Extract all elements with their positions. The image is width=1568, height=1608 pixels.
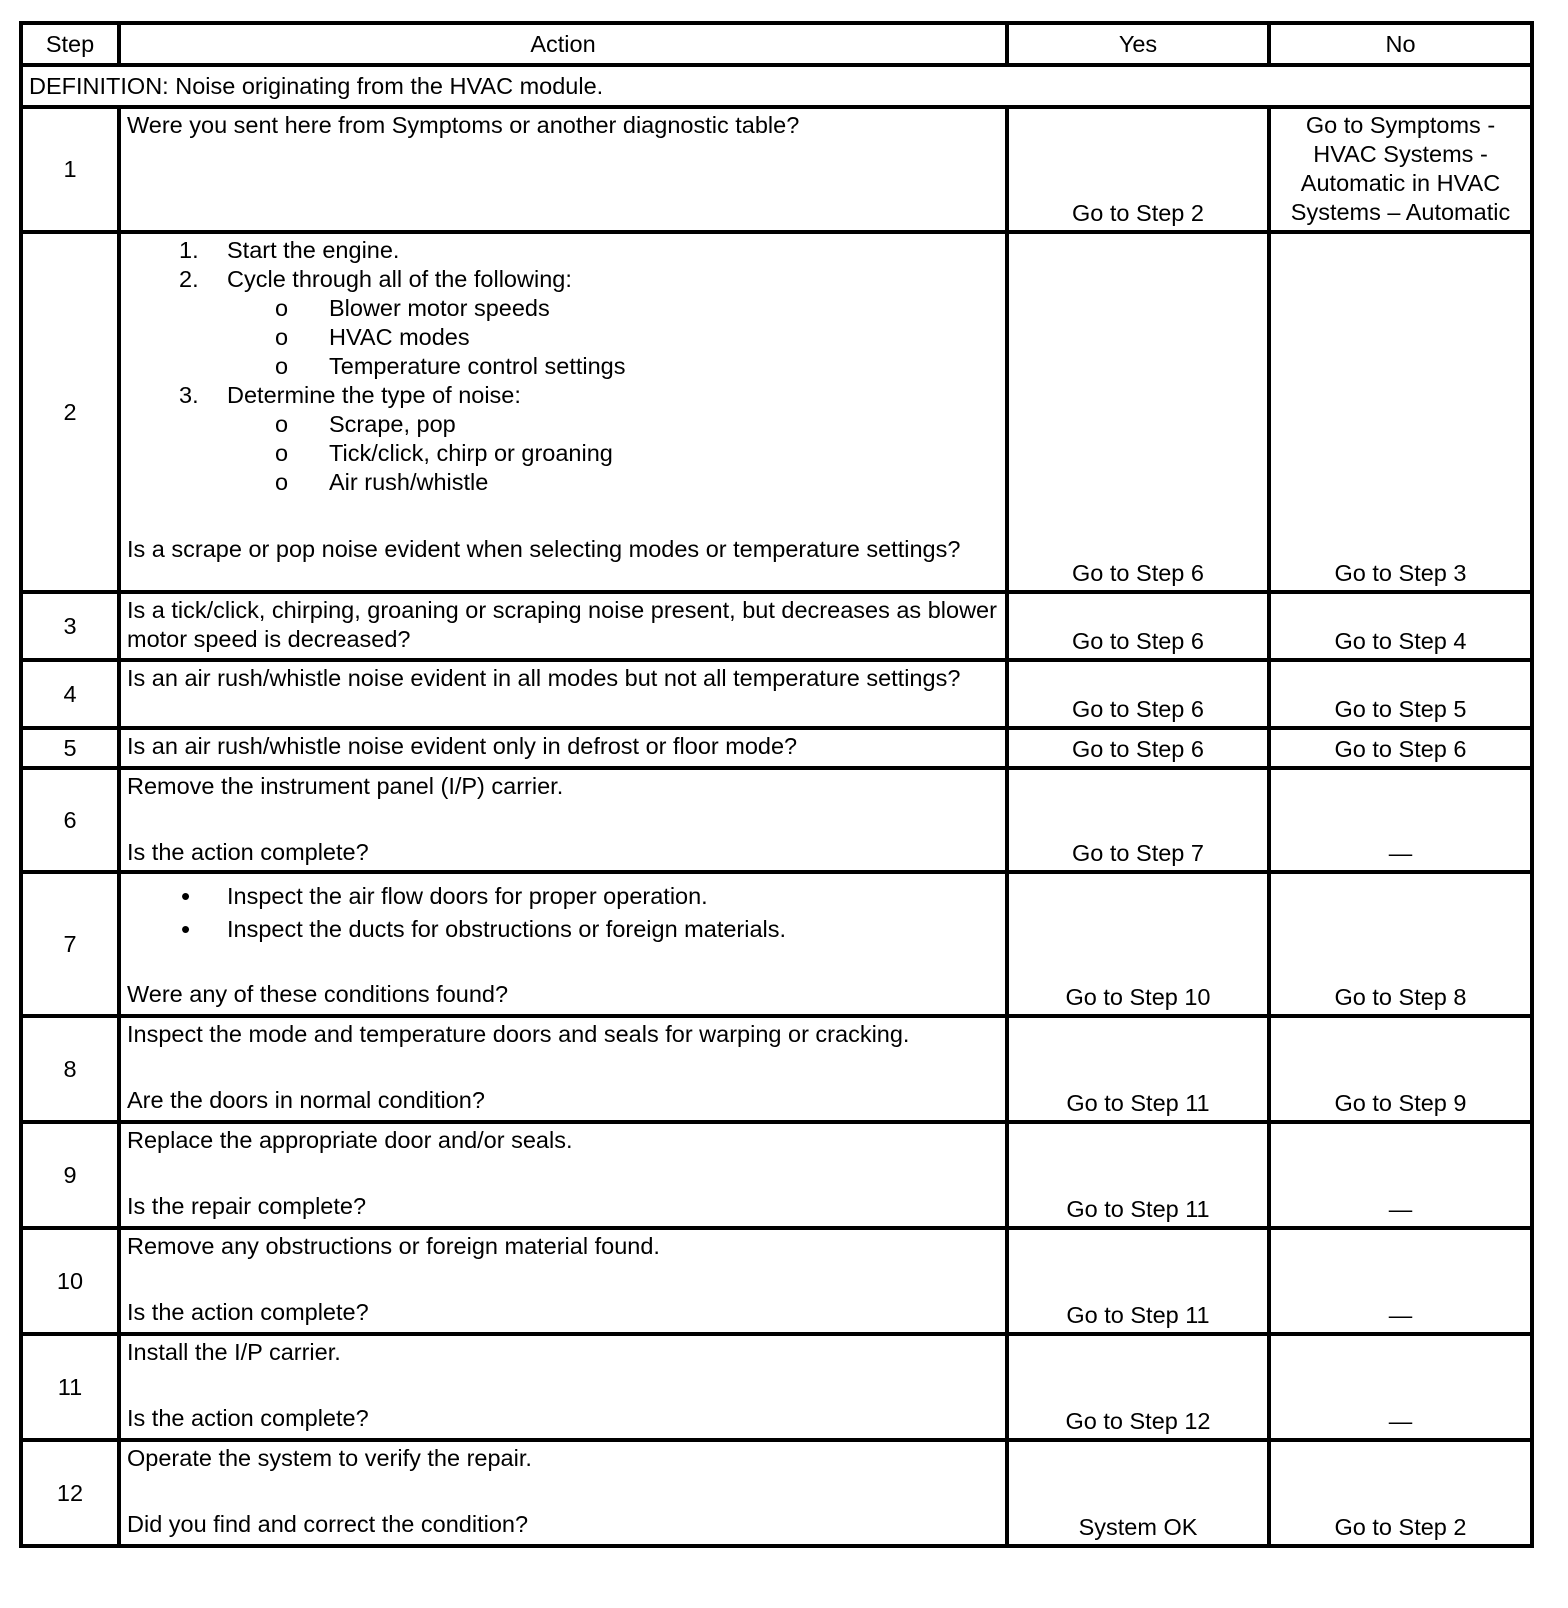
action-cell xyxy=(119,232,1007,592)
diagnostic-table xyxy=(19,21,1534,1548)
question-text: Are the doors in normal condition? xyxy=(127,1087,485,1113)
table-row xyxy=(21,1440,1532,1546)
step-number: 12 xyxy=(21,1440,119,1546)
yes-cell: Go to Step 7 xyxy=(1007,768,1269,872)
no-cell: Go to Symptoms - HVAC Systems - Automatic in HVAC Systems – Automatic xyxy=(1269,107,1532,232)
header-no: No xyxy=(1269,23,1532,65)
table-row xyxy=(21,1228,1532,1334)
no-cell: Go to Step 9 xyxy=(1269,1016,1532,1122)
step-number: 6 xyxy=(21,768,119,872)
yes-cell: Go to Step 6 xyxy=(1007,592,1269,660)
list-number: 3. xyxy=(179,382,199,408)
yes-cell: Go to Step 6 xyxy=(1007,660,1269,728)
yes-cell: Go to Step 11 xyxy=(1007,1016,1269,1122)
action-cell xyxy=(119,1334,1007,1440)
action-cell xyxy=(119,768,1007,872)
table-header-row xyxy=(21,23,1532,65)
step-number: 5 xyxy=(21,728,119,768)
sub-list xyxy=(127,294,999,381)
step-number: 10 xyxy=(21,1228,119,1334)
sub-list xyxy=(127,410,999,497)
yes-cell: Go to Step 12 xyxy=(1007,1334,1269,1440)
action-cell xyxy=(119,592,1007,660)
list-number: 2. xyxy=(179,266,199,292)
action-cell xyxy=(119,107,1007,232)
step-number: 2 xyxy=(21,232,119,592)
header-action: Action xyxy=(119,23,1007,65)
yes-cell: Go to Step 11 xyxy=(1007,1228,1269,1334)
action-cell xyxy=(119,1440,1007,1546)
question-text: Is a tick/click, chirping, groaning or scraping noise present, but decreases as blower motor speed is decreased? xyxy=(127,597,997,652)
question-text: Is the repair complete? xyxy=(127,1193,367,1219)
question-text: Were you sent here from Symptoms or another diagnostic table? xyxy=(127,112,800,138)
action-text: Remove any obstructions or foreign material found. xyxy=(127,1233,660,1259)
table-row xyxy=(21,1334,1532,1440)
table-row xyxy=(21,592,1532,660)
question-text: Did you find and correct the condition? xyxy=(127,1511,529,1537)
no-cell: Go to Step 6 xyxy=(1269,728,1532,768)
table-row xyxy=(21,660,1532,728)
diagnostic-table-wrapper xyxy=(19,21,1530,1548)
action-cell xyxy=(119,728,1007,768)
step-number: 7 xyxy=(21,872,119,1016)
table-row xyxy=(21,107,1532,232)
action-cell xyxy=(119,872,1007,1016)
action-cell xyxy=(119,1228,1007,1334)
list-item xyxy=(127,265,999,294)
question-text: Is an air rush/whistle noise evident only in defrost or floor mode? xyxy=(127,733,798,759)
step-number: 1 xyxy=(21,107,119,232)
table-row xyxy=(21,232,1532,592)
no-cell: Go to Step 8 xyxy=(1269,872,1532,1016)
step-number: 9 xyxy=(21,1122,119,1228)
table-row xyxy=(21,728,1532,768)
header-yes: Yes xyxy=(1007,23,1269,65)
no-cell: Go to Step 5 xyxy=(1269,660,1532,728)
list-item: o Scrape, pop xyxy=(127,410,999,439)
table-row xyxy=(21,872,1532,1016)
action-cell xyxy=(119,1122,1007,1228)
list-item xyxy=(127,381,999,410)
list-text: Cycle through all of the following: xyxy=(227,266,572,292)
list-item: o Tick/click, chirp or groaning xyxy=(127,439,999,468)
procedure-list xyxy=(127,236,999,294)
inspection-list xyxy=(127,882,999,944)
no-cell: — xyxy=(1269,1122,1532,1228)
definition-text: DEFINITION: Noise originating from the HVAC module. xyxy=(21,65,1532,107)
list-item xyxy=(127,236,999,265)
step-number: 4 xyxy=(21,660,119,728)
question-text: Is an air rush/whistle noise evident in all modes but not all temperature settings? xyxy=(127,665,961,691)
action-cell xyxy=(119,1016,1007,1122)
step-number: 3 xyxy=(21,592,119,660)
no-cell: Go to Step 4 xyxy=(1269,592,1532,660)
list-item: o Blower motor speeds xyxy=(127,294,999,323)
step-number: 11 xyxy=(21,1334,119,1440)
question-text: Is the action complete? xyxy=(127,1405,369,1431)
list-text: Start the engine. xyxy=(227,237,400,263)
list-text: Determine the type of noise: xyxy=(227,382,521,408)
no-cell: Go to Step 2 xyxy=(1269,1440,1532,1546)
yes-cell: System OK xyxy=(1007,1440,1269,1546)
yes-cell: Go to Step 6 xyxy=(1007,232,1269,592)
question-text: Is a scrape or pop noise evident when selecting modes or temperature settings? xyxy=(127,536,961,562)
table-row xyxy=(21,1016,1532,1122)
no-cell: — xyxy=(1269,1228,1532,1334)
action-text: Operate the system to verify the repair. xyxy=(127,1445,532,1471)
yes-cell: Go to Step 11 xyxy=(1007,1122,1269,1228)
list-item: o Air rush/whistle xyxy=(127,468,999,497)
list-item: • Inspect the ducts for obstructions or foreign materials. xyxy=(127,915,999,944)
list-number: 1. xyxy=(179,237,199,263)
yes-cell: Go to Step 2 xyxy=(1007,107,1269,232)
no-cell: — xyxy=(1269,1334,1532,1440)
list-item: • Inspect the air flow doors for proper operation. xyxy=(127,882,999,911)
no-cell: — xyxy=(1269,768,1532,872)
action-cell xyxy=(119,660,1007,728)
table-row xyxy=(21,768,1532,872)
action-text: Replace the appropriate door and/or seals. xyxy=(127,1127,573,1153)
definition-row xyxy=(21,65,1532,107)
yes-cell: Go to Step 10 xyxy=(1007,872,1269,1016)
yes-cell: Go to Step 6 xyxy=(1007,728,1269,768)
list-item: o HVAC modes xyxy=(127,323,999,352)
question-text: Is the action complete? xyxy=(127,839,369,865)
action-text: Inspect the mode and temperature doors and seals for warping or cracking. xyxy=(127,1021,910,1047)
header-step: Step xyxy=(21,23,119,65)
no-cell: Go to Step 3 xyxy=(1269,232,1532,592)
list-item: o Temperature control settings xyxy=(127,352,999,381)
action-text: Remove the instrument panel (I/P) carrier. xyxy=(127,773,564,799)
step-number: 8 xyxy=(21,1016,119,1122)
procedure-list xyxy=(127,381,999,410)
question-text: Were any of these conditions found? xyxy=(127,981,509,1007)
action-text: Install the I/P carrier. xyxy=(127,1339,341,1365)
table-row xyxy=(21,1122,1532,1228)
question-text: Is the action complete? xyxy=(127,1299,369,1325)
